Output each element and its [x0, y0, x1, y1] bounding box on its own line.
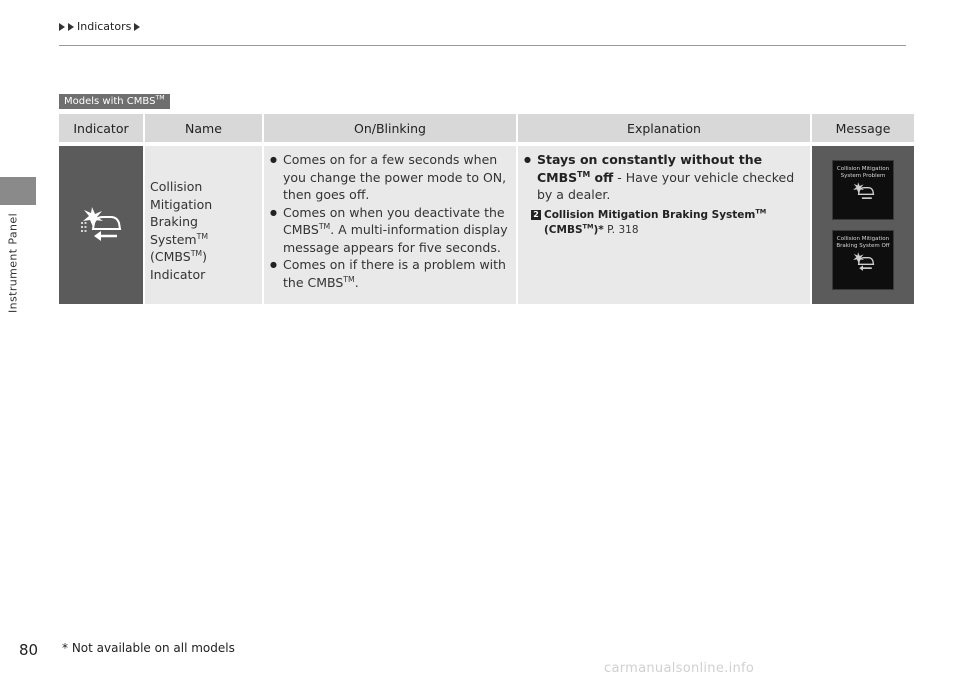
side-tab-marker	[0, 177, 36, 205]
breadcrumb-arrow-icon	[59, 23, 65, 31]
display-message-problem: Collision Mitigation System Problem	[832, 160, 894, 220]
display-message-off: Collision Mitigation Braking System Off	[832, 230, 894, 290]
explanation-cell	[518, 146, 810, 304]
table-row	[59, 146, 914, 304]
cross-reference-link[interactable]: 2 Collision Mitigation Braking System™ (CMBS™)* P. 318	[524, 208, 804, 238]
table-header-row	[59, 114, 914, 142]
page-number: 80	[19, 641, 39, 659]
breadcrumb	[59, 20, 140, 33]
reference-arrow-icon: 2	[531, 210, 541, 220]
cmbs-off-icon	[850, 250, 876, 272]
column-header-indicator: Indicator	[59, 114, 143, 142]
models-badge: Models with CMBS™	[59, 94, 170, 109]
column-header-message: Message	[812, 114, 914, 142]
list-item: ● Comes on if there is a problem with the CMBS™.	[270, 256, 512, 291]
footnote: * Not available on all models	[62, 641, 235, 655]
column-header-name: Name	[145, 114, 262, 142]
message-cell	[812, 146, 914, 304]
list-item: ● Stays on constantly without the CMBS™ off - Have your vehicle checked by a dealer.	[524, 151, 804, 204]
column-header-on-blinking: On/Blinking	[264, 114, 516, 142]
side-tab-label: Instrument Panel	[6, 212, 20, 314]
list-item: ● Comes on when you deactivate the CMBS™. A multi-information display message appears for five seconds.	[270, 204, 512, 257]
column-header-explanation: Explanation	[518, 114, 810, 142]
cmbs-warning-icon	[850, 180, 876, 202]
name-cell: Collision Mitigation Braking System™ (CMBS™) Indicator	[145, 146, 262, 304]
list-item: ● Comes on for a few seconds when you change the power mode to ON, then goes off.	[270, 151, 512, 204]
indicator-cell	[59, 146, 143, 304]
on-blinking-cell	[264, 146, 516, 304]
header-divider	[59, 45, 906, 46]
breadcrumb-arrow-icon	[134, 23, 140, 31]
watermark: carmanualsonline.info	[604, 661, 755, 676]
breadcrumb-arrow-icon	[68, 23, 74, 31]
breadcrumb-item[interactable]: Indicators	[77, 20, 132, 33]
cmbs-collision-mitigation-icon	[79, 203, 123, 243]
indicator-table	[57, 114, 916, 304]
